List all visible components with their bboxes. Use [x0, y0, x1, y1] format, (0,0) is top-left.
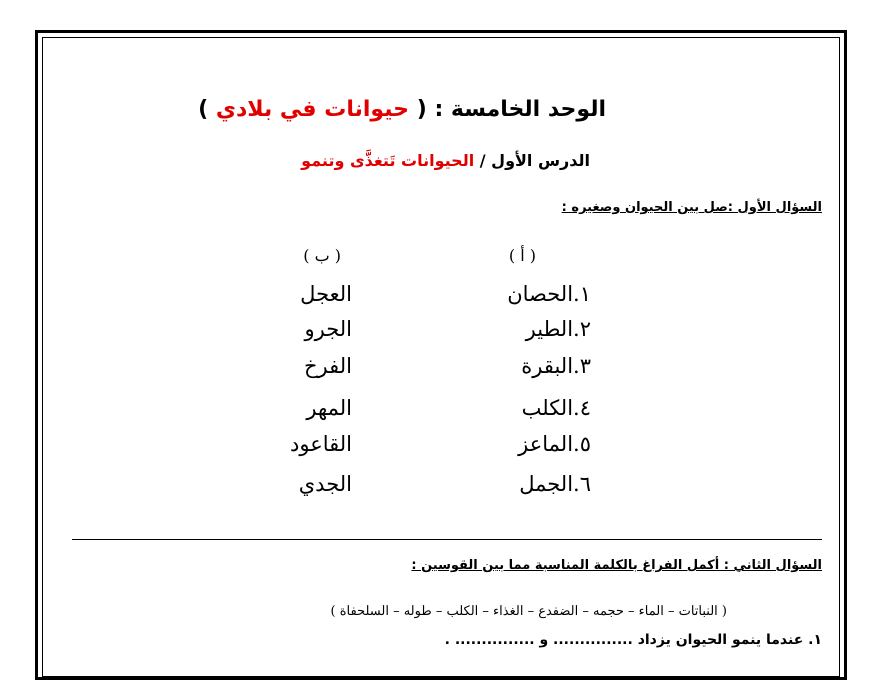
unit-label: الوحد الخامسة : — [434, 97, 606, 122]
unit-name: حيوانات في بلادي — [215, 97, 410, 122]
column-b-item: العجل — [300, 282, 352, 306]
column-b-item: القاعود — [290, 432, 352, 456]
column-a-item: ١.الحصان — [507, 282, 591, 306]
page-border-inner — [42, 37, 840, 677]
column-a-item: ٥.الماعز — [518, 432, 591, 456]
column-b-heading: ( ب ) — [303, 246, 341, 265]
question2-title: السؤال الثاني : أكمل الفراغ بالكلمة المناسبة مما بين القوسين : — [411, 558, 822, 573]
column-a-heading: ( أ ) — [508, 246, 536, 265]
section-divider — [72, 539, 822, 540]
column-b-item: الجدي — [298, 472, 352, 496]
column-a-item: ٦.الجمل — [519, 472, 591, 496]
unit-title — [198, 97, 606, 122]
lesson-label: الدرس الأول / — [479, 151, 590, 170]
question1-title: السؤال الأول :صل بين الحيوان وصغيره : — [561, 200, 822, 215]
column-a-item: ٢.الطير — [525, 317, 591, 341]
lesson-title — [301, 151, 590, 170]
column-b-item: المهر — [306, 396, 352, 420]
fill-blank-sentence-1: ١. عندما ينمو الحيوان يزداد ............... و ............... . — [444, 632, 822, 648]
column-a-item: ٤.الكلب — [521, 396, 591, 420]
unit-open-paren: ( — [416, 97, 427, 122]
column-a-item: ٣.البقرة — [521, 354, 591, 378]
word-bank: ( النباتات – الماء – حجمه – الضفدع – الغذاء – الكلب – طوله – السلحفاة ) — [330, 604, 727, 619]
column-b-item: الفرخ — [304, 354, 352, 378]
lesson-name: الحيوانات تَتغذَّى وتنمو — [301, 151, 475, 170]
unit-close-paren: ) — [198, 97, 209, 122]
column-b-item: الجرو — [304, 317, 352, 341]
